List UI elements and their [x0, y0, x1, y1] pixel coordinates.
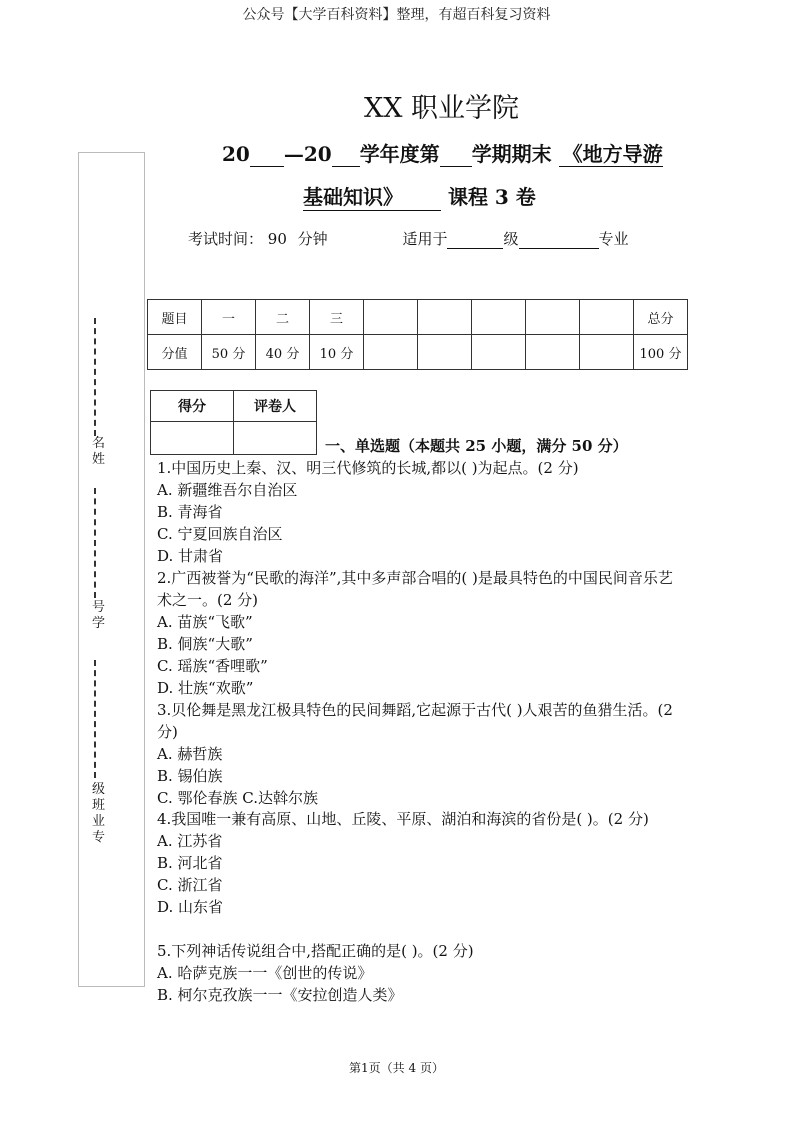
option: B. 侗族“大歌”	[157, 635, 253, 653]
question-2	[157, 567, 677, 699]
major-label: 专业	[598, 230, 629, 248]
grader-name-label: 评卷人	[234, 391, 317, 422]
question-stem: 1.中国历史上秦、汉、明三代修筑的长城,都以( )为起点。(2 分)	[157, 459, 579, 477]
score-value-cell	[418, 335, 472, 370]
score-value-cell	[364, 335, 418, 370]
score-value-cell: 10 分	[310, 335, 364, 370]
label-name-text: 名姓	[92, 436, 106, 467]
score-table-value-row	[148, 335, 688, 370]
term-blank	[440, 144, 472, 167]
cut-line-3	[94, 660, 98, 778]
question-stem: 3.贝伦舞是黑龙江极具特色的民间舞蹈,它起源于古代( )人艰苦的鱼猎生活。(2 分)	[157, 701, 673, 741]
score-value-cell: 100 分	[634, 335, 688, 370]
option: A. 新疆维吾尔自治区	[157, 481, 298, 499]
course-type: 课程 3 卷	[447, 185, 536, 209]
option: A. 哈萨克族一一《创世的传说》	[157, 964, 373, 982]
score-header-cell: 三	[310, 300, 364, 335]
option: A. 苗族“飞歌”	[157, 613, 253, 631]
question-4	[157, 808, 677, 918]
question-stem: 5.下列神话传说组合中,搭配正确的是( )。(2 分)	[157, 942, 474, 960]
option: B. 锡伯族	[157, 767, 223, 785]
option: A. 赫哲族	[157, 745, 223, 763]
score-header-cell: 二	[256, 300, 310, 335]
option: C. 瑶族“香哩歌”	[157, 657, 268, 675]
year-prefix: 20	[222, 142, 250, 166]
page-header: 公众号【大学百科资料】整理，有超百科复习资料	[242, 7, 551, 23]
school-title: XX 职业学院	[363, 93, 520, 124]
score-header-cell	[526, 300, 580, 335]
course-name-close: 基础知识》	[303, 181, 441, 211]
score-value-cell	[472, 335, 526, 370]
label-name	[92, 436, 106, 468]
label-class	[92, 782, 106, 846]
option: C. 鄂伦春族 C.达斡尔族	[157, 789, 318, 807]
exam-title-line1	[222, 138, 663, 167]
cut-line-1	[94, 318, 98, 436]
score-value-cell: 分值	[148, 335, 202, 370]
score-header-cell: 一	[202, 300, 256, 335]
exam-info	[188, 228, 629, 249]
question-stem: 2.广西被誉为“民歌的海洋”,其中多声部合唱的( )是最具特色的中国民间音乐艺术之一。(2 分)	[157, 569, 673, 609]
option: C. 宁夏回族自治区	[157, 525, 283, 543]
score-value-cell: 40 分	[256, 335, 310, 370]
label-class-text: 级班业专	[92, 782, 106, 845]
time-label: 考试时间：	[188, 230, 264, 248]
apply-label: 适用于	[402, 230, 448, 248]
score-header-cell	[580, 300, 634, 335]
score-value-cell	[580, 335, 634, 370]
score-value-cell	[526, 335, 580, 370]
grade-label: 级	[503, 230, 519, 248]
question-5	[157, 940, 677, 1006]
term-label: 学期期末	[471, 142, 552, 166]
page-footer: 第1页（共 4 页）	[349, 1061, 444, 1075]
score-table-header-row	[148, 300, 688, 335]
year-blank-2	[332, 144, 360, 167]
option: D. 壮族“欢歌”	[157, 679, 254, 697]
question-3	[157, 699, 677, 809]
grader-score-cell	[151, 422, 234, 455]
year-mid: —20	[283, 142, 332, 166]
question-stem: 4.我国唯一兼有高原、山地、丘陵、平原、湖泊和海滨的省份是( )。(2 分)	[157, 810, 649, 828]
option: B. 柯尔克孜族一一《安拉创造人类》	[157, 986, 403, 1004]
label-student-id-text: 号学	[92, 600, 106, 631]
grader-name-cell	[234, 422, 317, 455]
apply-blank-1	[447, 234, 503, 249]
question-1	[157, 457, 677, 567]
option: D. 甘肃省	[157, 547, 224, 565]
score-header-cell	[472, 300, 526, 335]
binding-margin-box	[78, 152, 145, 987]
score-table	[147, 299, 688, 370]
section-title: 一、单选题（本题共 25 小题，满分 50 分）	[325, 437, 628, 455]
grader-table	[150, 390, 317, 455]
label-student-id	[92, 600, 106, 632]
year-blank-1	[250, 144, 284, 167]
option: D. 山东省	[157, 898, 224, 916]
cut-line-2	[94, 488, 98, 598]
score-header-cell: 题目	[148, 300, 202, 335]
grader-score-label: 得分	[151, 391, 234, 422]
option: C. 浙江省	[157, 876, 223, 894]
course-name-open: 《地方导游	[559, 142, 663, 167]
option: B. 河北省	[157, 854, 223, 872]
year-suffix: 学年度第	[359, 142, 440, 166]
score-header-cell: 总分	[634, 300, 688, 335]
score-value-cell: 50 分	[202, 335, 256, 370]
time-value: 90	[267, 230, 287, 248]
exam-title-line2	[303, 181, 536, 211]
score-header-cell	[364, 300, 418, 335]
time-unit: 分钟	[297, 230, 328, 248]
option: B. 青海省	[157, 503, 223, 521]
apply-blank-2	[519, 234, 599, 249]
option: A. 江苏省	[157, 832, 223, 850]
score-header-cell	[418, 300, 472, 335]
